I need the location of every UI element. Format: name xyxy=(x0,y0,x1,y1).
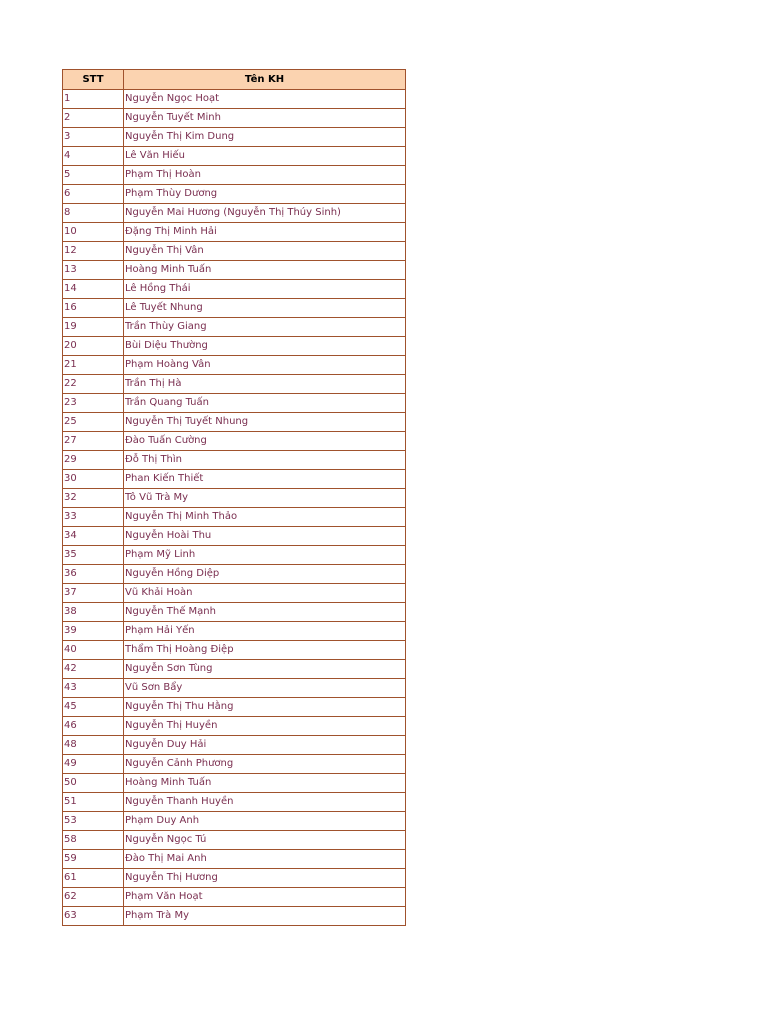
table-row xyxy=(63,508,406,527)
cell-customer-name: Phạm Mỹ Linh xyxy=(124,546,406,565)
cell-stt: 16 xyxy=(63,299,124,318)
table-row xyxy=(63,318,406,337)
cell-customer-name: Trần Thùy Giang xyxy=(124,318,406,337)
cell-stt: 53 xyxy=(63,812,124,831)
cell-stt: 59 xyxy=(63,850,124,869)
cell-customer-name: Nguyễn Thị Thu Hằng xyxy=(124,698,406,717)
cell-stt: 42 xyxy=(63,660,124,679)
cell-customer-name: Đào Tuấn Cường xyxy=(124,432,406,451)
table-row xyxy=(63,584,406,603)
cell-customer-name: Hoàng Minh Tuấn xyxy=(124,261,406,280)
cell-stt: 14 xyxy=(63,280,124,299)
table-row xyxy=(63,413,406,432)
cell-stt: 12 xyxy=(63,242,124,261)
cell-customer-name: Nguyễn Thị Huyền xyxy=(124,717,406,736)
table-row xyxy=(63,888,406,907)
table-row xyxy=(63,166,406,185)
cell-stt: 37 xyxy=(63,584,124,603)
cell-stt: 5 xyxy=(63,166,124,185)
cell-customer-name: Bùi Diệu Thường xyxy=(124,337,406,356)
table-row xyxy=(63,812,406,831)
cell-stt: 38 xyxy=(63,603,124,622)
table-row xyxy=(63,698,406,717)
cell-customer-name: Nguyễn Hoài Thu xyxy=(124,527,406,546)
table-row xyxy=(63,204,406,223)
cell-stt: 23 xyxy=(63,394,124,413)
table-row xyxy=(63,432,406,451)
table-row xyxy=(63,280,406,299)
cell-customer-name: Đặng Thị Minh Hải xyxy=(124,223,406,242)
cell-stt: 22 xyxy=(63,375,124,394)
cell-stt: 48 xyxy=(63,736,124,755)
table-row xyxy=(63,736,406,755)
table-row xyxy=(63,337,406,356)
cell-customer-name: Nguyễn Thế Mạnh xyxy=(124,603,406,622)
table-row xyxy=(63,223,406,242)
cell-stt: 46 xyxy=(63,717,124,736)
cell-stt: 58 xyxy=(63,831,124,850)
cell-stt: 13 xyxy=(63,261,124,280)
cell-stt: 62 xyxy=(63,888,124,907)
table-row xyxy=(63,109,406,128)
table-row xyxy=(63,261,406,280)
cell-stt: 19 xyxy=(63,318,124,337)
cell-customer-name: Lê Hồng Thái xyxy=(124,280,406,299)
header-row xyxy=(63,70,406,90)
table-row xyxy=(63,907,406,926)
cell-stt: 35 xyxy=(63,546,124,565)
cell-customer-name: Nguyễn Sơn Tùng xyxy=(124,660,406,679)
customer-table xyxy=(62,69,406,926)
cell-customer-name: Lê Tuyết Nhung xyxy=(124,299,406,318)
table-row xyxy=(63,717,406,736)
cell-stt: 49 xyxy=(63,755,124,774)
cell-customer-name: Phạm Văn Hoạt xyxy=(124,888,406,907)
table-row xyxy=(63,869,406,888)
cell-customer-name: Vũ Khải Hoàn xyxy=(124,584,406,603)
cell-customer-name: Phạm Thùy Dương xyxy=(124,185,406,204)
table-row xyxy=(63,603,406,622)
cell-stt: 33 xyxy=(63,508,124,527)
cell-customer-name: Nguyễn Thị Tuyết Nhung xyxy=(124,413,406,432)
cell-customer-name: Nguyễn Cảnh Phương xyxy=(124,755,406,774)
cell-stt: 8 xyxy=(63,204,124,223)
cell-stt: 6 xyxy=(63,185,124,204)
cell-customer-name: Thẩm Thị Hoàng Điệp xyxy=(124,641,406,660)
cell-stt: 30 xyxy=(63,470,124,489)
table-row xyxy=(63,565,406,584)
table-row xyxy=(63,489,406,508)
cell-customer-name: Nguyễn Duy Hải xyxy=(124,736,406,755)
table-row xyxy=(63,299,406,318)
cell-stt: 61 xyxy=(63,869,124,888)
cell-customer-name: Phạm Thị Hoàn xyxy=(124,166,406,185)
cell-customer-name: Phạm Hải Yến xyxy=(124,622,406,641)
cell-stt: 21 xyxy=(63,356,124,375)
cell-customer-name: Hoàng Minh Tuấn xyxy=(124,774,406,793)
table-row xyxy=(63,660,406,679)
cell-customer-name: Tô Vũ Trà My xyxy=(124,489,406,508)
cell-customer-name: Nguyễn Thị Kim Dung xyxy=(124,128,406,147)
cell-stt: 50 xyxy=(63,774,124,793)
table-row xyxy=(63,185,406,204)
cell-customer-name: Trần Thị Hà xyxy=(124,375,406,394)
cell-customer-name: Vũ Sơn Bẩy xyxy=(124,679,406,698)
cell-customer-name: Nguyễn Mai Hương (Nguyễn Thị Thúy Sinh) xyxy=(124,204,406,223)
cell-customer-name: Nguyễn Ngọc Hoạt xyxy=(124,90,406,109)
cell-customer-name: Phạm Trà My xyxy=(124,907,406,926)
table-row xyxy=(63,527,406,546)
cell-stt: 36 xyxy=(63,565,124,584)
table-row xyxy=(63,451,406,470)
cell-stt: 51 xyxy=(63,793,124,812)
table-row xyxy=(63,356,406,375)
cell-stt: 4 xyxy=(63,147,124,166)
cell-stt: 34 xyxy=(63,527,124,546)
header-name: Tên KH xyxy=(124,70,406,90)
table-row xyxy=(63,128,406,147)
cell-customer-name: Nguyễn Thanh Huyền xyxy=(124,793,406,812)
cell-customer-name: Trần Quang Tuấn xyxy=(124,394,406,413)
table-row xyxy=(63,242,406,261)
cell-stt: 1 xyxy=(63,90,124,109)
cell-stt: 2 xyxy=(63,109,124,128)
cell-stt: 63 xyxy=(63,907,124,926)
table-row xyxy=(63,831,406,850)
table-row xyxy=(63,679,406,698)
cell-stt: 39 xyxy=(63,622,124,641)
table-body xyxy=(63,90,406,926)
cell-stt: 25 xyxy=(63,413,124,432)
table-row xyxy=(63,850,406,869)
table-row xyxy=(63,90,406,109)
cell-stt: 27 xyxy=(63,432,124,451)
table-row xyxy=(63,774,406,793)
cell-customer-name: Nguyễn Tuyết Minh xyxy=(124,109,406,128)
cell-stt: 20 xyxy=(63,337,124,356)
cell-customer-name: Nguyễn Thị Vân xyxy=(124,242,406,261)
table-row xyxy=(63,375,406,394)
cell-stt: 43 xyxy=(63,679,124,698)
cell-customer-name: Đỗ Thị Thìn xyxy=(124,451,406,470)
cell-customer-name: Nguyễn Ngọc Tú xyxy=(124,831,406,850)
table-row xyxy=(63,394,406,413)
table-row xyxy=(63,755,406,774)
header-stt: STT xyxy=(63,70,124,90)
cell-stt: 32 xyxy=(63,489,124,508)
table-row xyxy=(63,641,406,660)
cell-customer-name: Lê Văn Hiếu xyxy=(124,147,406,166)
cell-stt: 10 xyxy=(63,223,124,242)
cell-stt: 29 xyxy=(63,451,124,470)
table-row xyxy=(63,546,406,565)
cell-stt: 40 xyxy=(63,641,124,660)
cell-customer-name: Nguyễn Thị Hương xyxy=(124,869,406,888)
cell-stt: 45 xyxy=(63,698,124,717)
cell-customer-name: Nguyễn Thị Minh Thảo xyxy=(124,508,406,527)
cell-customer-name: Phạm Hoàng Vân xyxy=(124,356,406,375)
cell-customer-name: Phan Kiến Thiết xyxy=(124,470,406,489)
cell-customer-name: Nguyễn Hồng Diệp xyxy=(124,565,406,584)
table-row xyxy=(63,793,406,812)
cell-customer-name: Đào Thị Mai Anh xyxy=(124,850,406,869)
table-row xyxy=(63,147,406,166)
cell-customer-name: Phạm Duy Anh xyxy=(124,812,406,831)
table-row xyxy=(63,622,406,641)
cell-stt: 3 xyxy=(63,128,124,147)
table-row xyxy=(63,470,406,489)
